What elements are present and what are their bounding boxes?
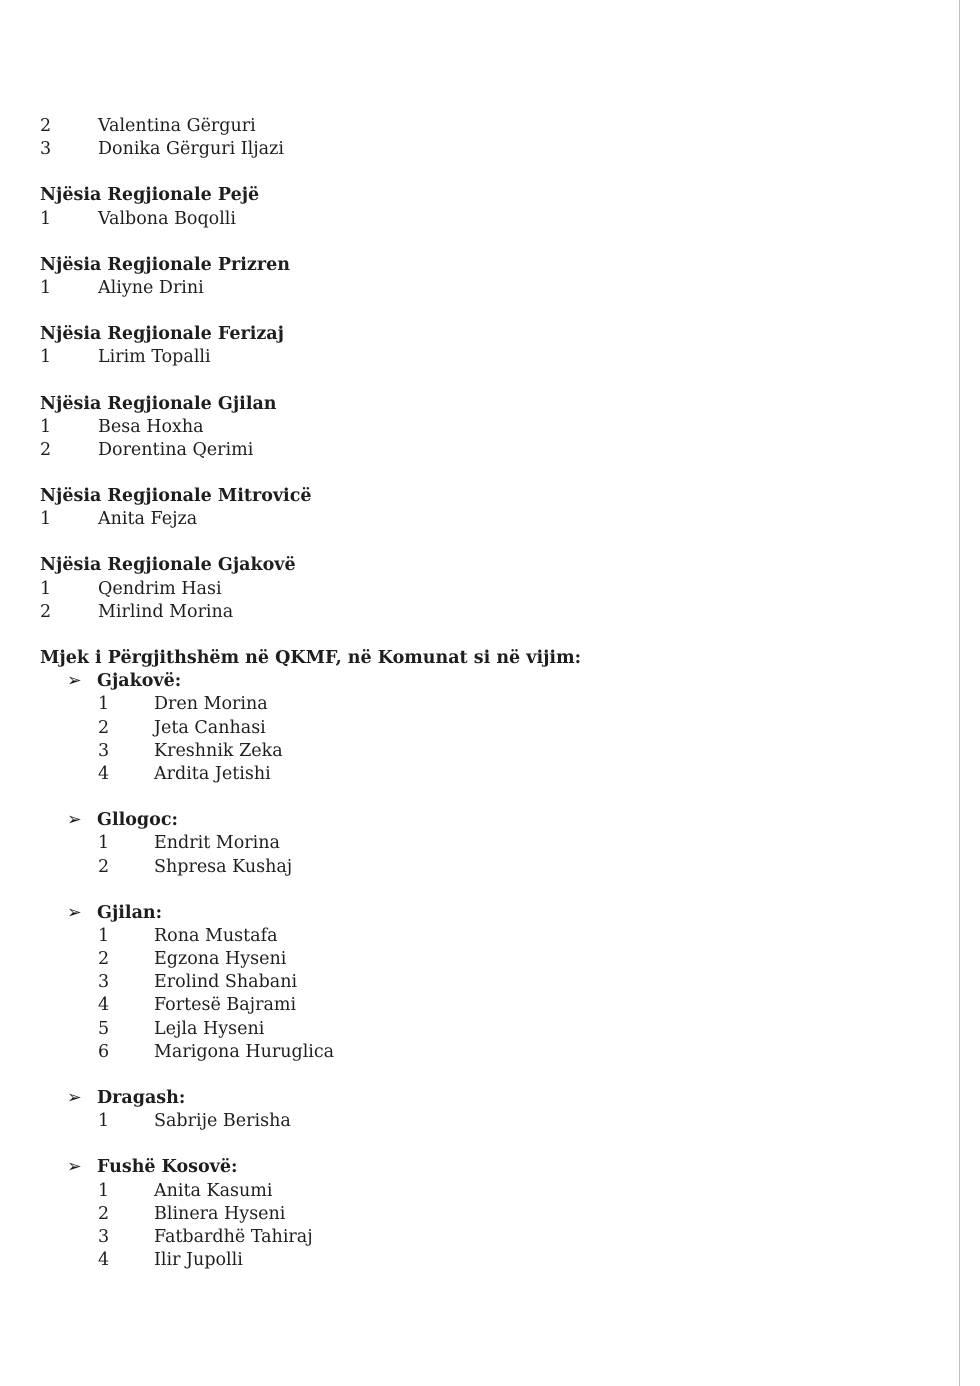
municipality-section	[67, 670, 940, 786]
item-name: Ilir Jupolli	[154, 1250, 243, 1271]
municipality-title: Fushë Kosovë:	[97, 1157, 238, 1178]
list-item	[67, 1203, 940, 1226]
municipality-section	[67, 1087, 940, 1133]
list-item	[67, 971, 940, 994]
municipality-heading	[67, 1087, 940, 1110]
regional-units	[40, 184, 940, 624]
item-number: 2	[40, 116, 52, 136]
bullet-arrow-icon: ➢	[67, 902, 82, 923]
list-item	[40, 578, 940, 601]
list-item	[67, 948, 940, 971]
municipality-heading	[67, 809, 940, 832]
item-number: 5	[98, 1018, 110, 1039]
item-name: Qendrim Hasi	[98, 578, 222, 599]
item-number: 3	[40, 139, 52, 160]
item-name: Anita Kasumi	[154, 1180, 273, 1201]
item-number: 2	[98, 856, 110, 877]
municipality-section	[67, 809, 940, 879]
item-number: 2	[98, 1203, 110, 1224]
municipality-title: Gjilan:	[97, 902, 163, 923]
list-item	[67, 1180, 940, 1203]
item-name: Sabrije Berisha	[154, 1111, 291, 1132]
list-item	[67, 717, 940, 740]
item-name: Anita Fejza	[98, 509, 198, 530]
list-item	[67, 1041, 940, 1064]
bullet-arrow-icon: ➢	[67, 810, 82, 831]
municipality-heading	[67, 670, 940, 693]
item-number: 1	[40, 578, 52, 599]
item-number: 1	[98, 1111, 110, 1132]
list-item	[67, 1018, 940, 1041]
municipality-title: Gllogoc:	[97, 810, 178, 831]
item-number: 6	[98, 1041, 110, 1062]
item-name: Egzona Hyseni	[154, 949, 287, 970]
item-number: 3	[98, 740, 110, 761]
item-name: Mirlind Morina	[98, 601, 234, 622]
item-name: Dren Morina	[154, 694, 268, 715]
item-number: 2	[98, 717, 110, 738]
item-number: 3	[98, 1226, 110, 1247]
list-item	[67, 740, 940, 763]
item-name: Besa Hoxha	[98, 416, 204, 437]
item-name: Marigona Huruglica	[154, 1041, 335, 1062]
item-number: 2	[98, 949, 110, 970]
item-number: 1	[98, 694, 110, 715]
list-item	[67, 925, 940, 948]
regional-unit-title: Njësia Regjionale Prizren	[40, 254, 290, 275]
regional-unit-section	[40, 184, 940, 230]
municipality-title: Dragash:	[97, 1088, 186, 1108]
item-number: 2	[40, 601, 52, 622]
regional-unit-section	[40, 393, 940, 463]
item-name: Valentina Gërguri	[98, 116, 256, 136]
item-number: 2	[40, 439, 52, 460]
regional-unit-title: Njësia Regjionale Mitrovicë	[40, 486, 312, 507]
municipality-heading	[67, 1156, 940, 1179]
item-name: Dorentina Qerimi	[98, 439, 254, 460]
municipality-section	[67, 1156, 940, 1272]
item-name: Rona Mustafa	[154, 925, 278, 946]
list-item	[40, 508, 940, 531]
item-number: 4	[98, 763, 110, 784]
list-item	[67, 856, 940, 879]
item-number: 1	[98, 833, 110, 854]
list-item	[40, 138, 940, 161]
bullet-arrow-icon: ➢	[67, 1157, 82, 1178]
municipality-heading	[67, 902, 940, 925]
document-body	[40, 115, 940, 1295]
item-number: 3	[98, 972, 110, 993]
item-name: Donika Gërguri Iljazi	[98, 139, 284, 160]
page-edge-line	[959, 0, 960, 1386]
main-heading: Mjek i Përgjithshëm në QKMF, në Komunat si në vijim:	[40, 648, 582, 668]
regional-unit-section	[40, 254, 940, 300]
list-item	[67, 1249, 940, 1272]
regional-unit-section	[40, 323, 940, 369]
list-item	[67, 1226, 940, 1249]
list-item	[67, 693, 940, 716]
item-name: Fatbardhë Tahiraj	[154, 1226, 313, 1247]
list-item	[40, 439, 940, 462]
item-name: Lejla Hyseni	[154, 1018, 265, 1039]
bullet-arrow-icon: ➢	[67, 671, 82, 692]
item-name: Valbona Boqolli	[98, 208, 236, 229]
item-number: 1	[98, 1180, 110, 1201]
municipality-section	[67, 902, 940, 1064]
list-item	[40, 346, 940, 369]
item-name: Endrit Morina	[154, 833, 280, 854]
list-item	[40, 115, 940, 138]
item-name: Erolind Shabani	[154, 972, 298, 993]
item-name: Shpresa Kushaj	[154, 856, 293, 877]
regional-unit-title: Njësia Regjionale Pejë	[40, 185, 260, 206]
regional-unit-title: Njësia Regjionale Gjilan	[40, 393, 277, 414]
regional-unit-section	[40, 554, 940, 624]
item-number: 1	[98, 925, 110, 946]
item-name: Ardita Jetishi	[154, 763, 271, 784]
regional-unit-section	[40, 485, 940, 531]
item-name: Fortesë Bajrami	[154, 995, 297, 1016]
list-item	[67, 763, 940, 786]
list-item	[40, 416, 940, 439]
list-item	[40, 601, 940, 624]
item-name: Kreshnik Zeka	[154, 740, 283, 761]
bullet-arrow-icon: ➢	[67, 1088, 82, 1108]
item-name: Blinera Hyseni	[154, 1203, 286, 1224]
item-number: 1	[40, 277, 52, 298]
municipalities	[40, 670, 940, 1272]
item-number: 1	[40, 509, 52, 530]
intro-list	[40, 115, 940, 161]
regional-unit-title: Njësia Regjionale Gjakovë	[40, 555, 296, 576]
item-name: Aliyne Drini	[98, 277, 204, 298]
item-name: Lirim Topalli	[98, 347, 211, 368]
municipality-title: Gjakovë:	[97, 671, 182, 692]
item-name: Jeta Canhasi	[154, 717, 266, 738]
list-item	[67, 832, 940, 855]
list-item	[67, 1110, 940, 1133]
item-number: 4	[98, 1250, 110, 1271]
item-number: 1	[40, 208, 52, 229]
list-item	[67, 994, 940, 1017]
list-item	[40, 277, 940, 300]
item-number: 1	[40, 416, 52, 437]
regional-unit-title: Njësia Regjionale Ferizaj	[40, 324, 284, 345]
item-number: 1	[40, 347, 52, 368]
list-item	[40, 208, 940, 231]
item-number: 4	[98, 995, 110, 1016]
